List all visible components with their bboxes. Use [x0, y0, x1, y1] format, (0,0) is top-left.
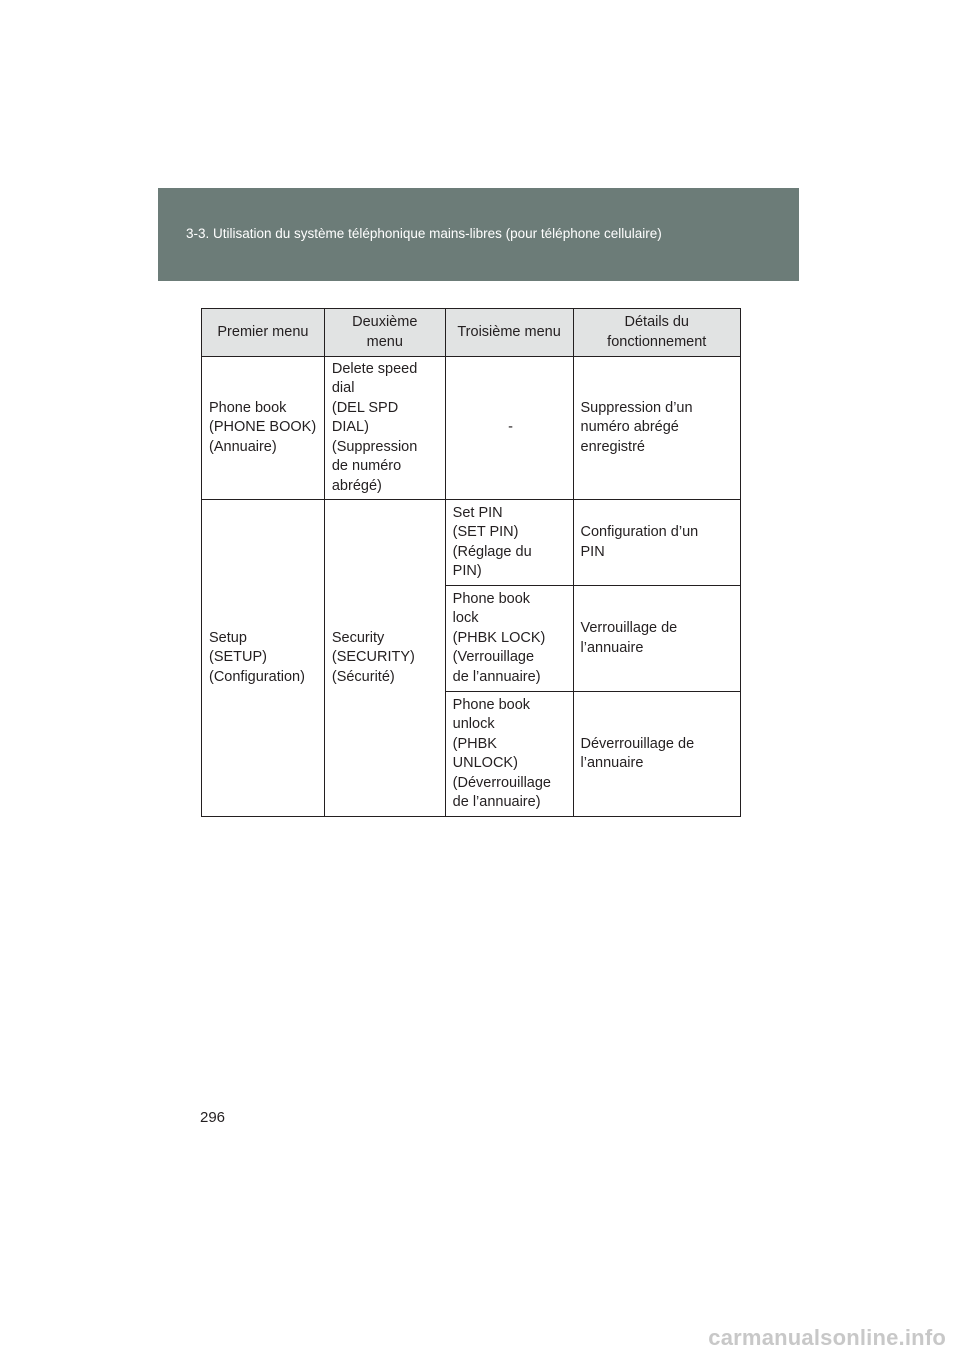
cell-third-menu: Set PIN (SET PIN) (Réglage du PIN)	[445, 500, 573, 586]
cell-third-menu: Phone book unlock (PHBK UNLOCK) (Déverrouillage de l’annuaire)	[445, 692, 573, 817]
cell-details: Verrouillage de l’annuaire	[573, 586, 741, 692]
header-troisieme-menu: Troisième menu	[445, 309, 573, 357]
cell-first-menu: Setup (SETUP) (Configuration)	[202, 500, 325, 817]
cell-details: Déverrouillage de l’annuaire	[573, 692, 741, 817]
header-premier-menu: Premier menu	[202, 309, 325, 357]
header-details: Détails du fonctionnement	[573, 309, 741, 357]
cell-first-menu: Phone book (PHONE BOOK) (Annuaire)	[202, 357, 325, 500]
table-header-row	[202, 309, 741, 357]
page-number: 296	[200, 1109, 226, 1126]
cell-third-menu: -	[445, 357, 573, 500]
cell-details: Suppression d’un numéro abrégé enregistré	[573, 357, 741, 500]
cell-details: Configuration d’un PIN	[573, 500, 741, 586]
chapter-title: 3-3. Utilisation du système téléphonique mains-libres (pour téléphone cellulaire)	[186, 226, 662, 241]
table-row	[202, 357, 741, 500]
table-row	[202, 500, 741, 586]
cell-second-menu: Security (SECURITY) (Sécurité)	[324, 500, 445, 817]
menu-table	[201, 308, 741, 817]
watermark: carmanualsonline.info	[708, 1325, 946, 1350]
cell-second-menu: Delete speed dial (DEL SPD DIAL) (Suppression de numéro abrégé)	[324, 357, 445, 500]
header-deuxieme-menu: Deuxième menu	[324, 309, 445, 357]
cell-third-menu: Phone book lock (PHBK LOCK) (Verrouillage de l’annuaire)	[445, 586, 573, 692]
